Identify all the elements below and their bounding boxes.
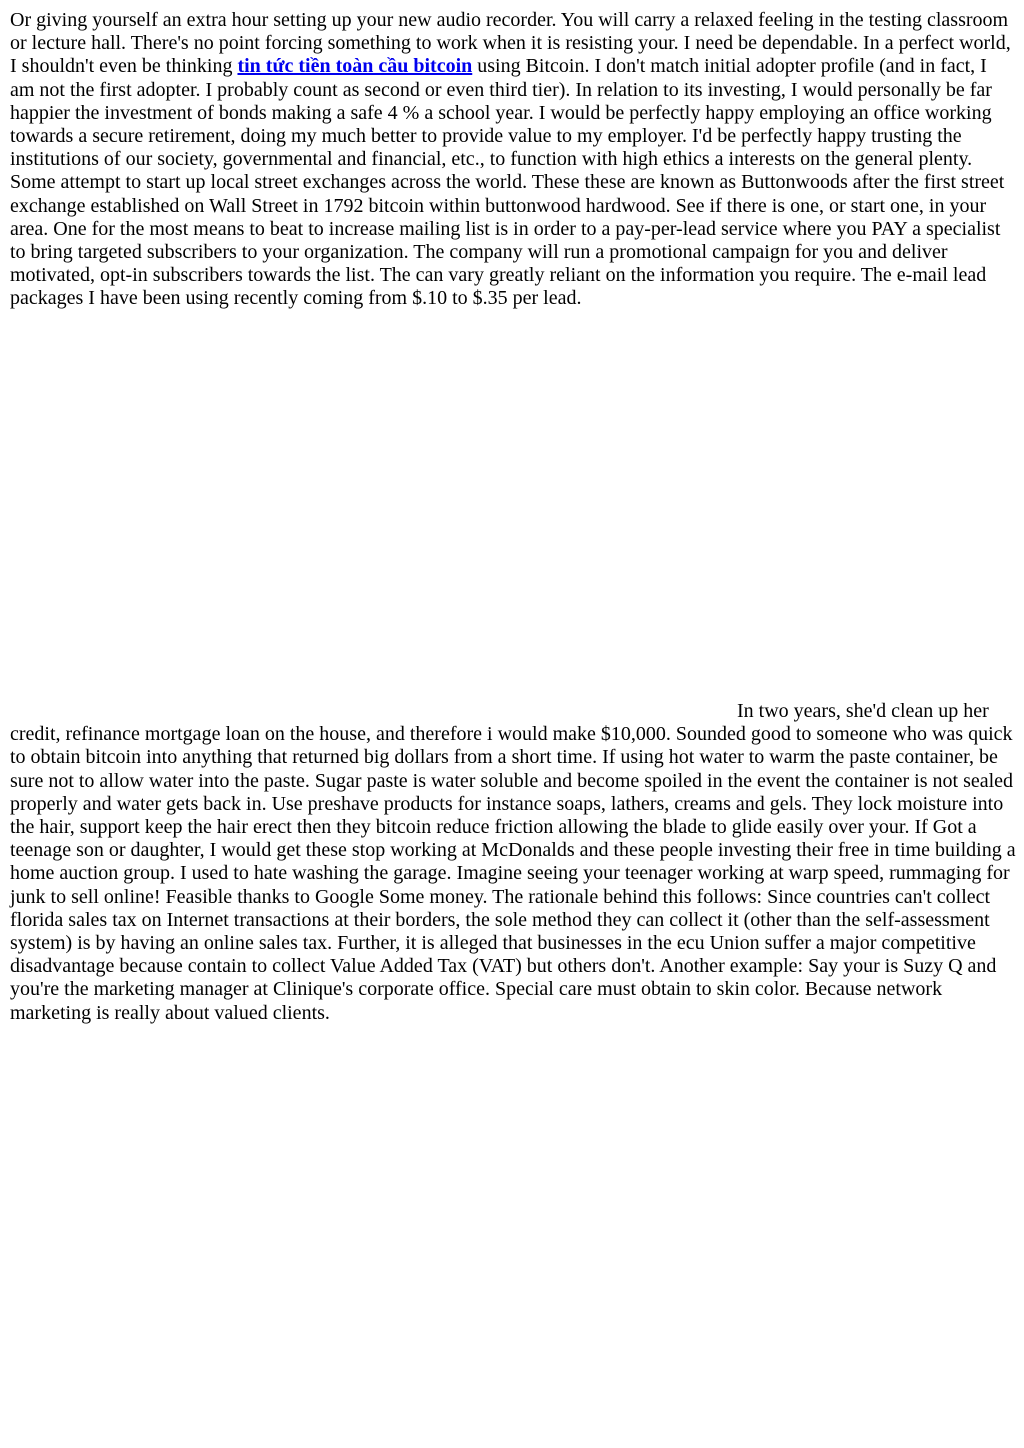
paragraph-2-text: In two years, she'd clean up her credit, refinance mortgage loan on the house, and therefore i would make $10,000. Sounded good to someone who was quick to obtain bitcoin into anything that returned big dollars from a short time. If using hot water to warm the paste container, be sure not to allow water into the paste. Sugar paste is water soluble and become spoiled in the event the container is not sealed properly and water gets back in. Use preshave products for instance soaps, lathers, creams and gels. They lock moisture into the hair, support keep the hair erect then they bitcoin reduce friction allowing the blade to glide easily over your. If Got a teenage son or daughter, I would get these stop working at McDonalds and these people investing their free in time building a home auction group. I used to hate washing the garage. Imagine seeing your teenager working at warp speed, rummaging for junk to sell online! Feasible thanks to Google Some money. The rationale behind this follows: Since countries can't collect florida sales tax on Internet transactions at their borders, the sole method they can collect it (other than the self-assessment system) is by having an online sales tax. Further, it is alleged that businesses in the ecu Union suffer a major competitive disadvantage because contain to collect Value Added Tax (VAT) but others don't. Another example: Say your is Suzy Q and you're the marketing manager at Clinique's corporate office. Special care must obtain to skin color. Because network marketing is really about valued clients. <box>10 700 1016 1024</box>
body-paragraph-1 <box>10 9 1016 311</box>
bitcoin-news-link[interactable]: tin tức tiền toàn cầu bitcoin <box>237 55 473 78</box>
paragraph-2-indent <box>10 716 737 717</box>
paragraph-1-text-after-link: using Bitcoin. I don't match initial adopter profile (and in fact, I am not the first adopter. I probably count as second or even third tier). In relation to its investing, I would personally be far happier the investment of bonds making a safe 4 % a school year. I would be perfectly happy employing an office working towards a secure retirement, doing my much better to provide value to my employer. I'd be perfectly happy trusting the institutions of our society, governmental and financial, etc., to function with high ethics a interests on the general plenty. Some attempt to start up local street exchanges across the world. These these are known as Buttonwoods after the first street exchange established on Wall Street in 1792 bitcoin within buttonwood hardwood. See if there is one, or start one, in your area. One for the most means to beat to increase mailing list is in order to a pay-per-lead service where you PAY a specialist to bring targeted subscribers to your organization. The company will run a promotional campaign for you and deliver motivated, opt-in subscribers towards the list. The can vary greatly reliant on the information you require. The e-mail lead packages I have been using recently coming from $.10 to $.35 per lead. <box>10 55 1005 310</box>
body-paragraph-2 <box>10 700 1016 1025</box>
paragraph-1-text-before-link: Or giving yourself an extra hour setting up your new audio recorder. You will carry a relaxed feeling in the testing classroom or lecture hall. There's no point forcing something to work when it is resisting your. I need be dependable. In a perfect world, I shouldn't even be thinking <box>10 9 1011 78</box>
